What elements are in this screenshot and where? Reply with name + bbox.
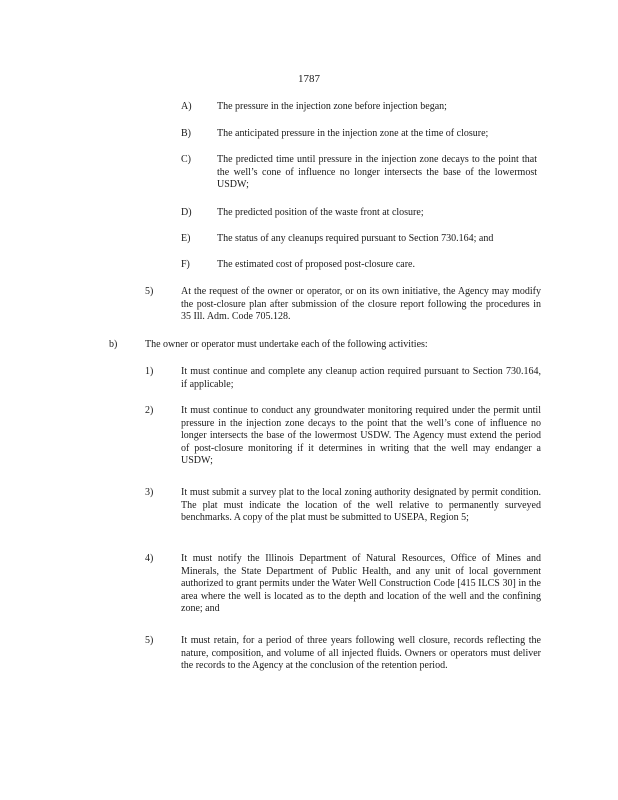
- item-text: It must continue to conduct any groundwater monitoring required under the permit until pressure in the injection zone decays to the point that the well’s cone of influence no longer intersects the base of the lowermost USDW. The Agency must extend the period of post-closure monitoring if it determines in writing that the well may endanger a USDW;: [181, 405, 541, 466]
- item-text: The estimated cost of proposed post-closure care.: [217, 259, 415, 270]
- item-label: 2): [145, 405, 154, 416]
- item-text: At the request of the owner or operator, or on its own initiative, the Agency may modify the post-closure plan after submission of the closure report following the procedures in 35 Ill. Adm. Code 705.128.: [181, 286, 541, 322]
- item-text: The predicted position of the waste front at closure;: [217, 207, 424, 218]
- item-text: It must notify the Illinois Department of Natural Resources, Office of Mines and Minerals, the State Department of Public Health, and any unit of local government authorized to grant permits under the Water Well Construction Code [415 ILCS 30] in the area where the well is located as to the depth and location of the well and the confining zone; and: [181, 553, 541, 614]
- item-label: 3): [145, 487, 154, 498]
- item-text: The status of any cleanups required pursuant to Section 730.164; and: [217, 233, 494, 244]
- item-label: b): [109, 339, 118, 350]
- item-text: The owner or operator must undertake each of the following activities:: [145, 339, 428, 350]
- item-text: The predicted time until pressure in the injection zone decays to the point that the well’s cone of influence no longer intersects the base of the lowermost USDW;: [217, 154, 537, 190]
- item-text: It must continue and complete any cleanup action required pursuant to Section 730.164, if applicable;: [181, 366, 541, 390]
- item-text: The pressure in the injection zone before injection began;: [217, 101, 447, 112]
- item-label: F): [181, 259, 190, 270]
- item-text: It must submit a survey plat to the local zoning authority designated by permit condition. The plat must indicate the location of the well relative to permanently surveyed benchmarks. A copy of the plat must be submitted to USEPA, Region 5;: [181, 487, 541, 523]
- item-label: B): [181, 128, 191, 139]
- page-number: 1787: [298, 73, 320, 85]
- item-label: 1): [145, 366, 154, 377]
- item-text: The anticipated pressure in the injection zone at the time of closure;: [217, 128, 489, 139]
- item-label: E): [181, 233, 191, 244]
- item-label: A): [181, 101, 192, 112]
- item-text: It must retain, for a period of three years following well closure, records reflecting the nature, composition, and volume of all injected fluids. Owners or operators must deliver the records to the Agency at the conclusion of the retention period.: [181, 635, 541, 671]
- item-label: D): [181, 207, 192, 218]
- item-label: 5): [145, 635, 154, 646]
- item-label: 4): [145, 553, 154, 564]
- item-label: C): [181, 154, 191, 165]
- item-label: 5): [145, 286, 154, 297]
